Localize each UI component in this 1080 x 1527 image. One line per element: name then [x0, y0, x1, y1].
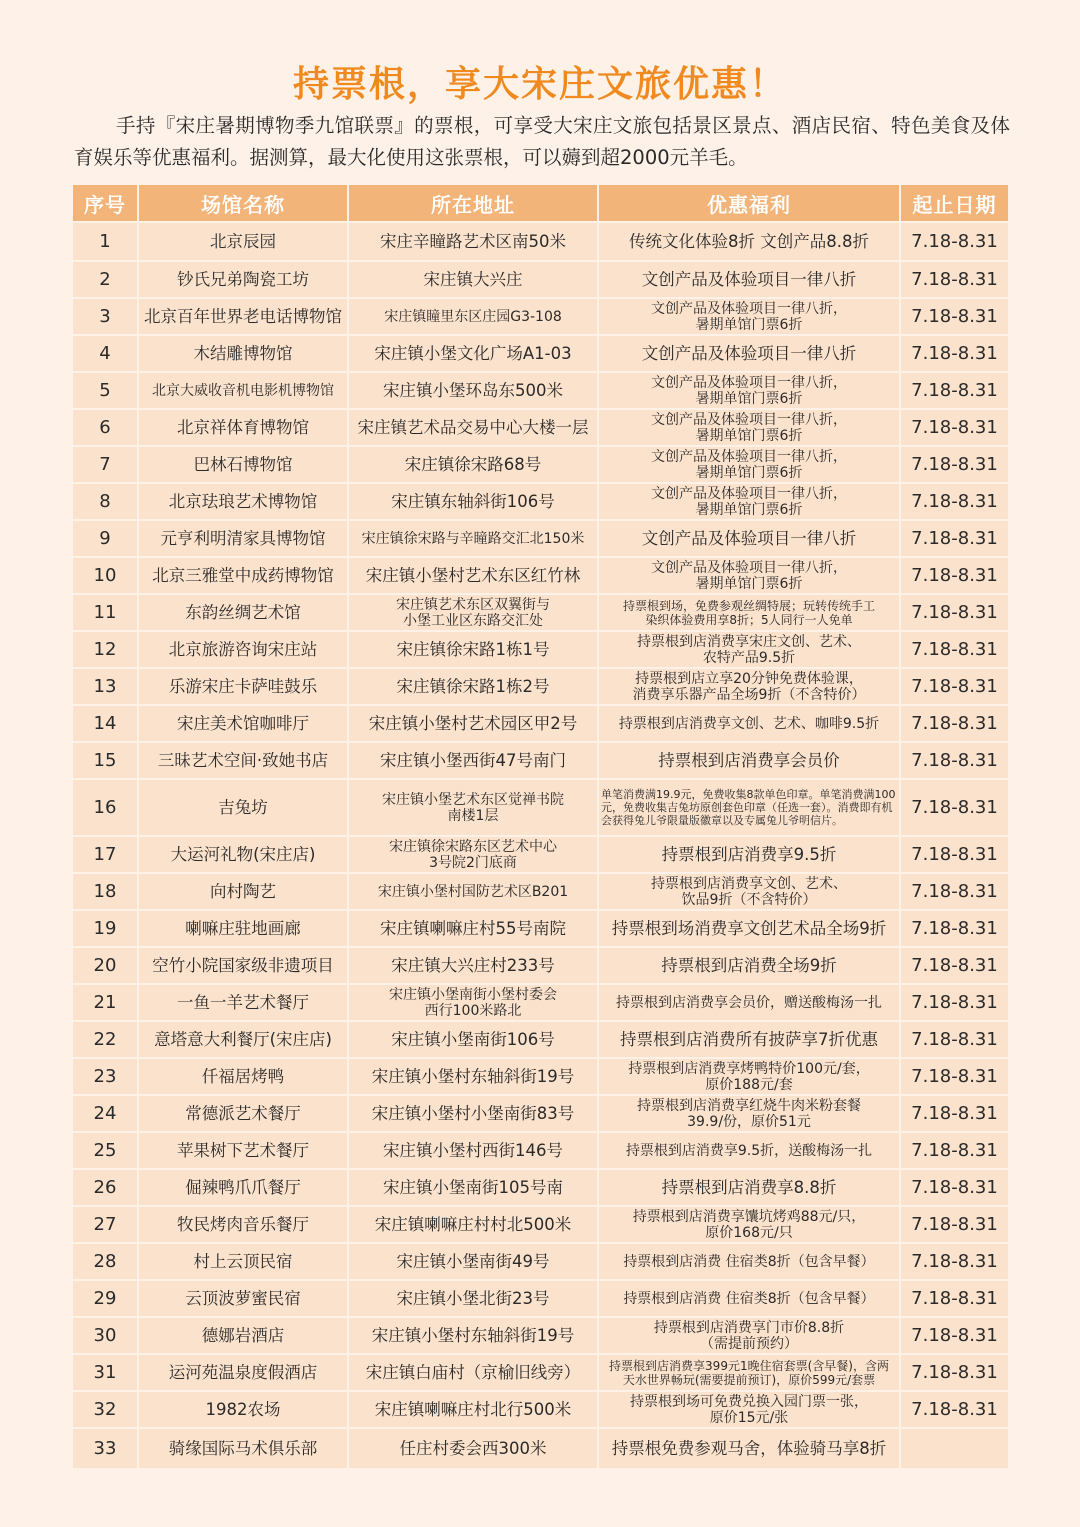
row-number: 26 — [73, 1168, 137, 1205]
benefit-text: 持票根免费参观马舍，体验骑马享8折 — [599, 1427, 899, 1468]
venue-address: 宋庄镇大兴庄 — [349, 260, 597, 297]
benefit-text: 文创产品及体验项目一律八折， 暑期单馆门票6折 — [599, 371, 899, 408]
venue-name: 云顶波萝蜜民宿 — [139, 1279, 347, 1316]
venue-address: 宋庄镇大兴庄村233号 — [349, 946, 597, 983]
date-range: 7.18-8.31 — [901, 593, 1008, 630]
benefit-text: 持票根到店消费享红烧牛肉米粉套餐 39.9/份，原价51元 — [599, 1094, 899, 1131]
date-range: 7.18-8.31 — [901, 1168, 1008, 1205]
row-number: 7 — [73, 445, 137, 482]
venue-name: 木结雕博物馆 — [139, 334, 347, 371]
date-range: 7.18-8.31 — [901, 835, 1008, 872]
venue-name: 北京三雅堂中成药博物馆 — [139, 556, 347, 593]
date-range: 7.18-8.31 — [901, 741, 1008, 778]
venue-address: 宋庄镇小堡南街105号南 — [349, 1168, 597, 1205]
venue-address: 宋庄镇白庙村（京榆旧线旁） — [349, 1353, 597, 1390]
venue-address: 宋庄镇喇嘛庄村55号南院 — [349, 909, 597, 946]
row-number: 24 — [73, 1094, 137, 1131]
venue-address: 宋庄镇东轴斜街106号 — [349, 482, 597, 519]
benefit-text: 文创产品及体验项目一律八折， 暑期单馆门票6折 — [599, 408, 899, 445]
header-benefit: 优惠福利 — [599, 185, 899, 221]
date-range: 7.18-8.31 — [901, 1057, 1008, 1094]
venue-name: 德娜岩酒店 — [139, 1316, 347, 1353]
date-range: 7.18-8.31 — [901, 482, 1008, 519]
venue-address: 宋庄镇小堡西街47号南门 — [349, 741, 597, 778]
benefit-text: 持票根到场可免费兑换入园门票一张， 原价15元/张 — [599, 1390, 899, 1427]
venue-address: 宋庄镇小堡南街49号 — [349, 1242, 597, 1279]
venue-address: 宋庄镇小堡村小堡南街83号 — [349, 1094, 597, 1131]
header-address: 所在地址 — [349, 185, 597, 221]
date-range: 7.18-8.31 — [901, 334, 1008, 371]
date-range: 7.18-8.31 — [901, 221, 1008, 260]
benefit-text: 持票根到店消费享9.5折，送酸梅汤一扎 — [599, 1131, 899, 1168]
row-number: 8 — [73, 482, 137, 519]
venue-name: 东韵丝绸艺术馆 — [139, 593, 347, 630]
benefit-text: 持票根到店消费全场9折 — [599, 946, 899, 983]
venue-address: 宋庄镇喇嘛庄村村北500米 — [349, 1205, 597, 1242]
benefit-text: 文创产品及体验项目一律八折， 暑期单馆门票6折 — [599, 482, 899, 519]
row-number: 33 — [73, 1427, 137, 1468]
row-number: 13 — [73, 667, 137, 704]
venue-name: 北京大威收音机电影机博物馆 — [139, 371, 347, 408]
intro-paragraph: 手持『宋庄暑期博物季九馆联票』的票根，可享受大宋庄文旅包括景区景点、酒店民宿、特色美食及体育娱乐等优惠福利。据测算，最大化使用这张票根，可以薅到超2000元羊毛。 — [74, 114, 1010, 169]
venue-address: 宋庄镇艺术东区双翼街与 小堡工业区东路交汇处 — [349, 593, 597, 630]
benefit-table — [73, 185, 1006, 1468]
venue-address: 宋庄镇小堡南街106号 — [349, 1020, 597, 1057]
row-number: 28 — [73, 1242, 137, 1279]
venue-name: 向村陶艺 — [139, 872, 347, 909]
venue-name: 三昧艺术空间·致她书店 — [139, 741, 347, 778]
date-range: 7.18-8.31 — [901, 260, 1008, 297]
date-range: 7.18-8.31 — [901, 1020, 1008, 1057]
date-range: 7.18-8.31 — [901, 445, 1008, 482]
venue-name: 骑缘国际马术俱乐部 — [139, 1427, 347, 1468]
row-number: 32 — [73, 1390, 137, 1427]
row-number: 12 — [73, 630, 137, 667]
date-range: 7.18-8.31 — [901, 667, 1008, 704]
row-number: 17 — [73, 835, 137, 872]
benefit-text: 文创产品及体验项目一律八折， 暑期单馆门票6折 — [599, 556, 899, 593]
venue-address: 宋庄镇艺术品交易中心大楼一层 — [349, 408, 597, 445]
date-range: 7.18-8.31 — [901, 1242, 1008, 1279]
date-range: 7.18-8.31 — [901, 983, 1008, 1020]
venue-name: 大运河礼物(宋庄店) — [139, 835, 347, 872]
venue-name: 喇嘛庄驻地画廊 — [139, 909, 347, 946]
page-title: 持票根，享大宋庄文旅优惠！ — [292, 63, 787, 105]
benefit-text: 持票根到店消费 住宿类8折（包含早餐） — [599, 1279, 899, 1316]
date-range: 7.18-8.31 — [901, 297, 1008, 334]
venue-name: 元亨利明清家具博物馆 — [139, 519, 347, 556]
venue-name: 倔辣鸭爪爪餐厅 — [139, 1168, 347, 1205]
header-no: 序号 — [73, 185, 137, 221]
benefit-text: 持票根到店消费享文创、艺术、 饮品9折（不含特价） — [599, 872, 899, 909]
date-range: 7.18-8.31 — [901, 371, 1008, 408]
date-range: 7.18-8.31 — [901, 519, 1008, 556]
benefit-text: 文创产品及体验项目一律八折 — [599, 260, 899, 297]
venue-name: 钞氏兄弟陶瓷工坊 — [139, 260, 347, 297]
date-range: 7.18-8.31 — [901, 1316, 1008, 1353]
row-number: 14 — [73, 704, 137, 741]
venue-address: 宋庄镇小堡村东轴斜街19号 — [349, 1316, 597, 1353]
row-number: 4 — [73, 334, 137, 371]
venue-address: 宋庄镇小堡村国防艺术区B201 — [349, 872, 597, 909]
date-range: 7.18-8.31 — [901, 1131, 1008, 1168]
venue-address: 宋庄镇小堡南街小堡村委会 西行100米路北 — [349, 983, 597, 1020]
venue-address: 宋庄镇瞳里东区庄园G3-108 — [349, 297, 597, 334]
benefit-text: 持票根到店消费 住宿类8折（包含早餐） — [599, 1242, 899, 1279]
row-number: 2 — [73, 260, 137, 297]
row-number: 15 — [73, 741, 137, 778]
date-range: 7.18-8.31 — [901, 1205, 1008, 1242]
benefit-text: 持票根到店消费享399元1晚住宿套票(含早餐)，含两 天水世界畅玩(需要提前预订)，原价599元/套票 — [599, 1353, 899, 1390]
venue-address: 任庄村委会西300米 — [349, 1427, 597, 1468]
row-number: 3 — [73, 297, 137, 334]
row-number: 27 — [73, 1205, 137, 1242]
benefit-text: 持票根到店消费享8.8折 — [599, 1168, 899, 1205]
row-number: 25 — [73, 1131, 137, 1168]
date-range: 7.18-8.31 — [901, 1094, 1008, 1131]
venue-name: 仟福居烤鸭 — [139, 1057, 347, 1094]
row-number: 21 — [73, 983, 137, 1020]
venue-address: 宋庄镇小堡环岛东500米 — [349, 371, 597, 408]
venue-name: 牧民烤肉音乐餐厅 — [139, 1205, 347, 1242]
venue-address: 宋庄镇小堡艺术东区觉禅书院 南楼1层 — [349, 778, 597, 835]
benefit-text: 文创产品及体验项目一律八折， 暑期单馆门票6折 — [599, 445, 899, 482]
date-range — [901, 1427, 1008, 1468]
venue-address: 宋庄镇喇嘛庄村北行500米 — [349, 1390, 597, 1427]
date-range: 7.18-8.31 — [901, 630, 1008, 667]
venue-name: 常德派艺术餐厅 — [139, 1094, 347, 1131]
benefit-text: 持票根到店消费享宋庄文创、艺术、 农特产品9.5折 — [599, 630, 899, 667]
benefit-text: 持票根到店消费所有披萨享7折优惠 — [599, 1020, 899, 1057]
benefit-text: 持票根到店消费享文创、艺术、咖啡9.5折 — [599, 704, 899, 741]
date-range: 7.18-8.31 — [901, 946, 1008, 983]
venue-name: 宋庄美术馆咖啡厅 — [139, 704, 347, 741]
date-range: 7.18-8.31 — [901, 408, 1008, 445]
venue-address: 宋庄镇徐宋路1栋2号 — [349, 667, 597, 704]
venue-name: 运河苑温泉度假酒店 — [139, 1353, 347, 1390]
venue-name: 苹果树下艺术餐厅 — [139, 1131, 347, 1168]
row-number: 5 — [73, 371, 137, 408]
row-number: 19 — [73, 909, 137, 946]
row-number: 20 — [73, 946, 137, 983]
date-range: 7.18-8.31 — [901, 556, 1008, 593]
row-number: 31 — [73, 1353, 137, 1390]
date-range: 7.18-8.31 — [901, 1279, 1008, 1316]
venue-name: 北京旅游咨询宋庄站 — [139, 630, 347, 667]
venue-address: 宋庄镇小堡村西街146号 — [349, 1131, 597, 1168]
venue-name: 吉兔坊 — [139, 778, 347, 835]
benefit-text: 持票根到店消费享馕坑烤鸡88元/只， 原价168元/只 — [599, 1205, 899, 1242]
venue-address: 宋庄镇徐宋路1栋1号 — [349, 630, 597, 667]
venue-name: 北京辰园 — [139, 221, 347, 260]
date-range: 7.18-8.31 — [901, 909, 1008, 946]
header-date: 起止日期 — [901, 185, 1008, 221]
venue-address: 宋庄镇小堡村艺术东区红竹林 — [349, 556, 597, 593]
venue-name: 空竹小院国家级非遗项目 — [139, 946, 347, 983]
venue-address: 宋庄辛瞳路艺术区南50米 — [349, 221, 597, 260]
venue-name: 北京祥体育博物馆 — [139, 408, 347, 445]
venue-name: 北京百年世界老电话博物馆 — [139, 297, 347, 334]
benefit-text: 持票根到店立享20分钟免费体验课， 消费享乐器产品全场9折（不含特价） — [599, 667, 899, 704]
header-venue: 场馆名称 — [139, 185, 347, 221]
venue-name: 巴林石博物馆 — [139, 445, 347, 482]
venue-address: 宋庄镇小堡北街23号 — [349, 1279, 597, 1316]
row-number: 1 — [73, 221, 137, 260]
benefit-text: 持票根到店消费享门市价8.8折 （需提前预约） — [599, 1316, 899, 1353]
date-range: 7.18-8.31 — [901, 1390, 1008, 1427]
date-range: 7.18-8.31 — [901, 1353, 1008, 1390]
venue-address: 宋庄镇小堡村艺术园区甲2号 — [349, 704, 597, 741]
row-number: 23 — [73, 1057, 137, 1094]
benefit-text: 持票根到店消费享9.5折 — [599, 835, 899, 872]
benefit-text: 持票根到场，免费参观丝绸特展；玩转传统手工 染织体验费用享8折；5人同行一人免单 — [599, 593, 899, 630]
venue-address: 宋庄镇小堡村东轴斜街19号 — [349, 1057, 597, 1094]
venue-name: 意塔意大利餐厅(宋庄店) — [139, 1020, 347, 1057]
row-number: 18 — [73, 872, 137, 909]
benefit-text: 单笔消费满19.9元，免费收集8款单色印章。单笔消费满100元，免费收集吉兔坊原创套色印章（任选一套）。消费即有机会获得兔儿爷限量版徽章以及专属兔儿爷明信片。 — [599, 778, 899, 835]
venue-name: 北京珐琅艺术博物馆 — [139, 482, 347, 519]
row-number: 6 — [73, 408, 137, 445]
date-range: 7.18-8.31 — [901, 872, 1008, 909]
venue-name: 村上云顶民宿 — [139, 1242, 347, 1279]
date-range: 7.18-8.31 — [901, 704, 1008, 741]
benefit-text: 文创产品及体验项目一律八折 — [599, 519, 899, 556]
benefit-text: 文创产品及体验项目一律八折 — [599, 334, 899, 371]
row-number: 11 — [73, 593, 137, 630]
venue-name: 1982农场 — [139, 1390, 347, 1427]
benefit-text: 持票根到场消费享文创艺术品全场9折 — [599, 909, 899, 946]
row-number: 16 — [73, 778, 137, 835]
benefit-text: 传统文化体验8折 文创产品8.8折 — [599, 221, 899, 260]
date-range: 7.18-8.31 — [901, 778, 1008, 835]
benefit-text: 文创产品及体验项目一律八折， 暑期单馆门票6折 — [599, 297, 899, 334]
venue-address: 宋庄镇小堡文化广场A1-03 — [349, 334, 597, 371]
venue-name: 一鱼一羊艺术餐厅 — [139, 983, 347, 1020]
venue-address: 宋庄镇徐宋路东区艺术中心 3号院2门底商 — [349, 835, 597, 872]
venue-address: 宋庄镇徐宋路与辛瞳路交汇北150米 — [349, 519, 597, 556]
row-number: 22 — [73, 1020, 137, 1057]
row-number: 29 — [73, 1279, 137, 1316]
benefit-text: 持票根到店消费享会员价 — [599, 741, 899, 778]
row-number: 9 — [73, 519, 137, 556]
benefit-text: 持票根到店消费享会员价，赠送酸梅汤一扎 — [599, 983, 899, 1020]
row-number: 10 — [73, 556, 137, 593]
venue-address: 宋庄镇徐宋路68号 — [349, 445, 597, 482]
venue-name: 乐游宋庄卡萨哇鼓乐 — [139, 667, 347, 704]
row-number: 30 — [73, 1316, 137, 1353]
benefit-text: 持票根到店消费享烤鸭特价100元/套， 原价188元/套 — [599, 1057, 899, 1094]
